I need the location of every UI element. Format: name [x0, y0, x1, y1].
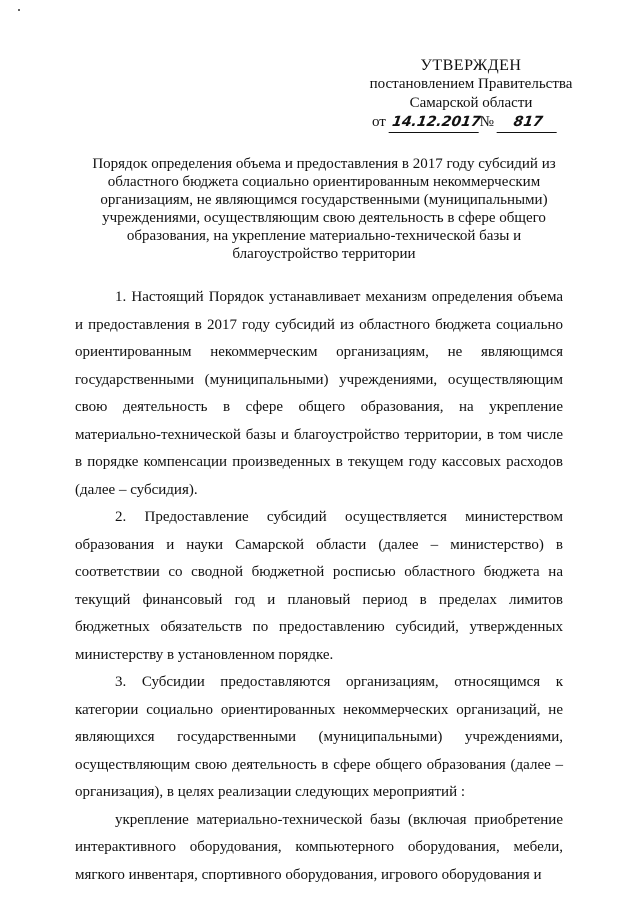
approval-stamp	[356, 56, 586, 133]
approval-date-number-row	[356, 113, 586, 133]
paragraph-2: 2. Предоставление субсидий осуществляется министерством образования и науки Самарской области (далее – министерство) в соответствии со сводной бюджетной росписью областного бюджета на текущий финансовый год и плановый период в пределах лимитов бюджетных обязательств по предоставлению субсидий, утвержденных министерству в установленном порядке.	[75, 509, 563, 663]
paragraph-1: 1. Настоящий Порядок устанавливает механизм определения объема и предоставления в 2017 году субсидий из областного бюджета социально ориентированным некоммерческим организациям, не являющимся государственными (муниципальными) учреждениями, осуществляющим свою деятельность в сфере общего образования, на укрепление материально-технической базы и благоустройство территории, в том числе в порядке компенсации произведенных в текущем году кассовых расходов (далее – субсидия).	[75, 289, 563, 498]
handwritten-number: 817	[496, 113, 559, 133]
approval-line-1: постановлением Правительства	[369, 76, 573, 92]
approval-heading: УТВЕРЖДЕН	[420, 57, 522, 74]
handwritten-date: 14.12.2017	[388, 113, 481, 133]
document-title: Порядок определения объема и предоставления в 2017 году субсидий из областного бюджета социально ориентированным некоммерческим организациям, не являющимся государственными (муниципальными) учреждениями, осуществляющим свою деятельность в сфере общего образования, на укрепление материально-технической базы и благоустройство территории	[92, 156, 556, 262]
document-body	[75, 284, 563, 889]
number-prefix: №	[479, 114, 494, 130]
scan-speck	[18, 9, 20, 11]
paragraph-3: 3. Субсидии предоставляются организациям, относящимся к категории социально ориентированных некоммерческих организаций, не являющихся государственными (муниципальными) учреждениями, осуществляющим свою деятельность в сфере общего образования (далее – организация), в целях реализации следующих мероприятий :	[75, 674, 563, 800]
paragraph-4: укрепление материально-технической базы (включая приобретение интерактивного оборудования, компьютерного оборудования, мебели, мягкого инвентаря, спортивного оборудования, игрового оборудования и	[75, 811, 563, 883]
date-prefix: от	[372, 114, 386, 130]
approval-line-2: Самарской области	[409, 95, 533, 111]
